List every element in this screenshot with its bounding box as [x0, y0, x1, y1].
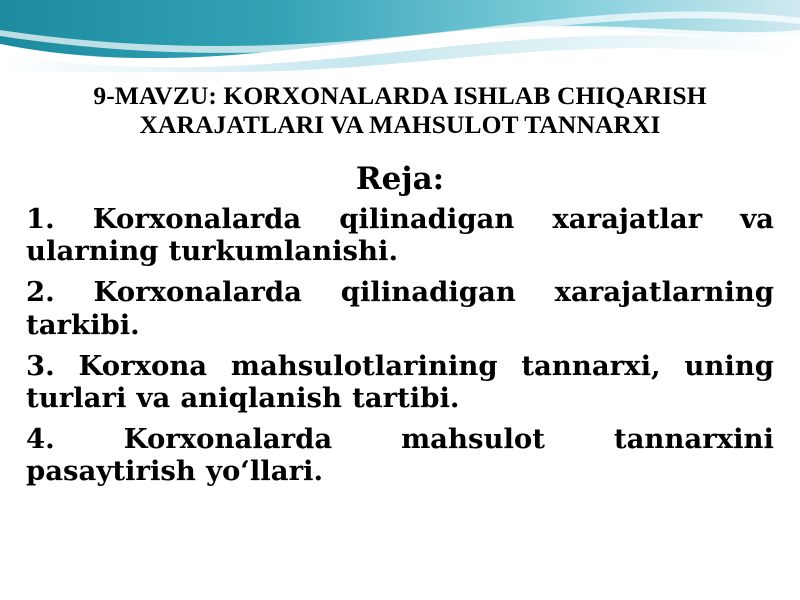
page-title: 9-MAVZU: KORXONALARDA ISHLAB CHIQARISH XARAJATLARI VA MAHSULOT TANNARXI [93, 81, 707, 139]
list-item: 2. Korxonalarda qilinadigan xarajatlarning tarkibi. [26, 276, 774, 341]
slide-content [0, 74, 800, 487]
section-heading: Reja: [355, 161, 445, 198]
teal-wave-banner [0, 0, 800, 72]
list-item: 1. Korxonalarda qilinadigan xarajatlar va ularning turkumlanishi. [26, 203, 774, 268]
agenda-list [26, 203, 774, 487]
list-item: 4. Korxonalarda mahsulot tannarxini pasaytirish yo‘llari. [26, 423, 774, 488]
list-item: 3. Korxona mahsulotlarining tannarxi, uning turlari va aniqlanish tartibi. [26, 349, 774, 414]
